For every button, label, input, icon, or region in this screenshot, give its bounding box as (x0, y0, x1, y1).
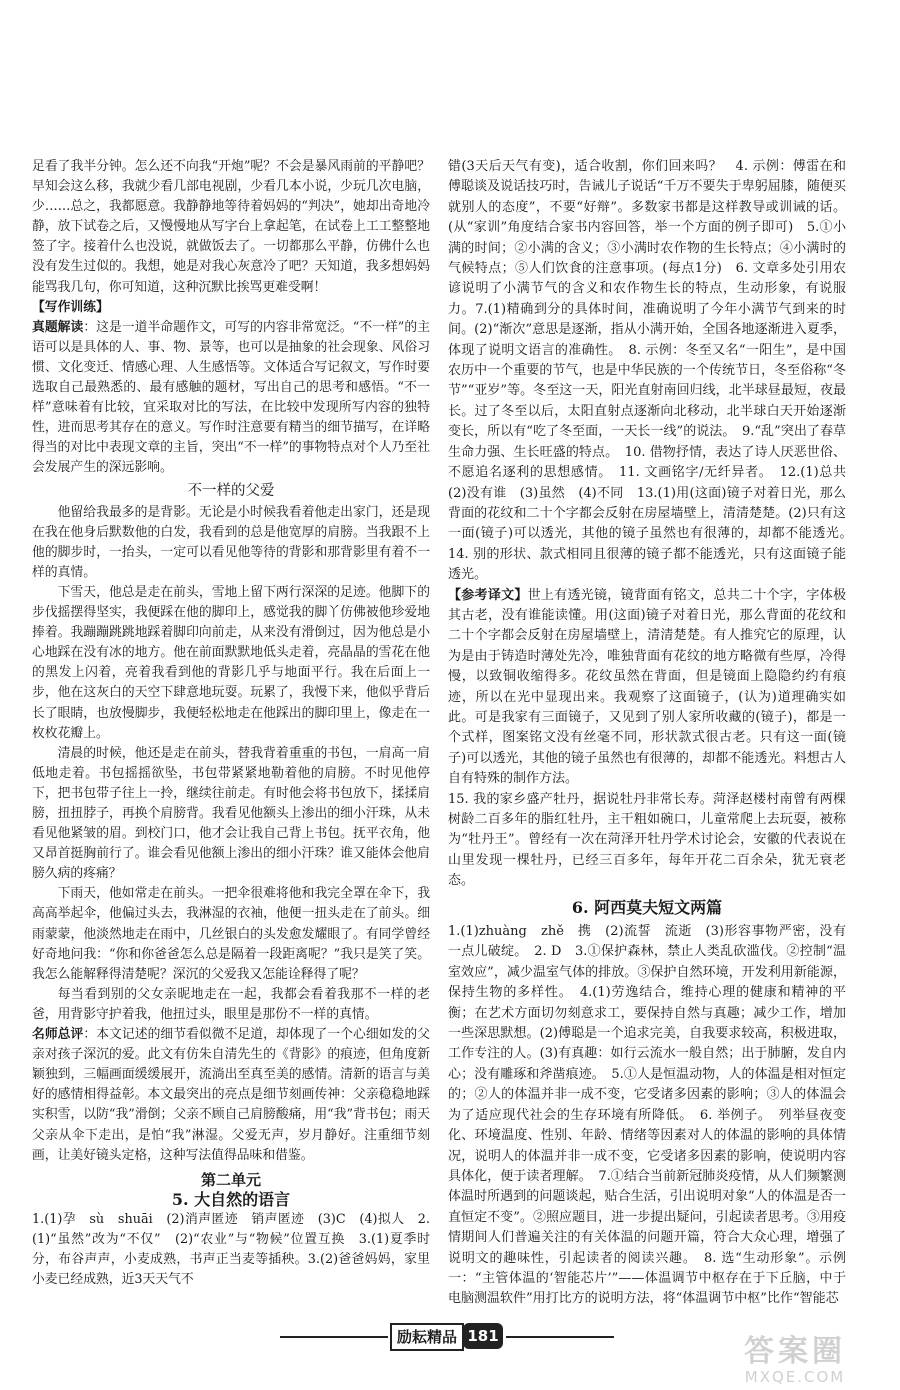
prompt-analysis-text: ：这是一道半命题作文，可写的内容非常宽泛。“不一样”的主语可以是具体的人、事、物、景等，也可以是抽象的社会现象、风俗习惯、文化变迁、情感心理、人生感悟等。文体适合写记叙文，写作时要选取自己最熟悉的、最有感触的题材，写出自己的思考和感悟。“不一样”意味着有比较，宜采取对比的写法，在比较中发现所写内容的独特性，进而思考其存在的意义。写作时注意要有精当的细节描写，在详略得当的对比中表现文章的主旨，突出“不一样”的事物特点对个人乃至社会发展产生的深远影响。 (32, 319, 431, 476)
watermark-url: MXQE.COM (744, 1368, 846, 1386)
right-column (448, 157, 860, 1310)
answer-15: 15. 我的家乡盛产牡丹，据说牡丹非常长寿。菏泽赵楼村南曾有两棵树龄二百多年的脂红牡丹，主干粗如碗口，儿童常爬上去玩耍，被称为“牡丹王”。曾经有一次在菏泽开牡丹学术讨论会，安徽的代表说在山里发现一棵牡丹，已经三百多年，每年开花二百余朵，犹无衰老态。 (448, 791, 846, 889)
unit-title: 第二单元 (200, 1170, 261, 1189)
teacher-comment-tag: 名师总评 (32, 1027, 84, 1043)
prompt-analysis-tag: 真题解读 (32, 319, 84, 335)
essay-paragraph: 他留给我最多的是背影。无论是小时候我看着他走出家门，还是现在我在他身后默数他的白发，我看到的总是他宽厚的肩膀。当我跟不上他的脚步时，一抬头，一定可以看见他等待的背影和那背影里有着不一样的真情。 (32, 504, 430, 580)
teacher-comment-text: ：本文记述的细节看似微不足道，却体现了一个心细如发的父亲对孩子深沉的爱。此文有仿朱自清先生的《背影》的痕迹，但角度新颖独到，三幅画面缓缓展开，流淌出至真至美的感情。清新的语言与美好的感情相得益彰。本文最突出的亮点是细节刻画传神：父亲稳稳地踩实积雪，以防“我”滑倒；父亲不顾自己肩膀酸痛，用“我”背书包；雨天父亲从伞下走出，是怕“我”淋湿。父爱无声，岁月静好。注重细节刻画，让美好镜头定格，这种写法值得品味和借鉴。 (32, 1027, 431, 1163)
essay-paragraph: 下雪天，他总是走在前头，雪地上留下两行深深的足迹。他脚下的步伐摇摆得坚实，我便踩在他的脚印上，感觉我的脚丫仿佛被他珍爱地捧着。我蹦蹦跳跳地踩着脚印向前走，从来没有滑倒过，因为他总是小心地踩在没有冰的地方。他在前面默默地低头走着，亮晶晶的雪花在他的黑发上闪着，亮着我看到他的背影几乎与地面平行。我在后面上一步，他在这灰白的天空下肆意地玩耍。玩累了，我慢下来，他似乎背后长了眼睛，也放慢脚步，我便轻松地走在他踩出的脚印里上，像走在一枚枚花瓣上。 (32, 584, 430, 741)
essay-paragraph: 清晨的时候，他还是走在前头，替我背着重重的书包，一肩高一肩低地走着。书包摇摇欲坠，书包带紧紧地勒着他的肩膀。不时见他停下，把书包带子往上一拎，继续往前走。有时他会将书包放下，揉揉肩膀，扭扭脖子，再换个肩膀背。我看见他额头上渗出的细小汗珠，从未看见他紧皱的眉。到校门口，他才会让我自己背上书包。抚平衣角，他又昂首挺胸前行了。谁会看见他额上渗出的细小汗珠？谁又能体会他肩膀久病的疼痛？ (32, 745, 430, 882)
prompt-analysis (32, 318, 430, 479)
answers-lesson-5: 1.(1)孕 sù shuāi (2)消声匿迹 销声匿迹 (3)C (4)拟人 2.(1)“虽然”改为“不仅” (2)“农业”与“物候”位置互换 3.(1)夏季时分，布谷声声，小麦成熟，书声正当麦等插秧。3.(2)爸爸妈妈，家里小麦已经成熟，近3天天气不 (32, 1211, 430, 1288)
watermark (700, 1335, 890, 1385)
teacher-comment (32, 1025, 430, 1166)
reference-translation (448, 586, 846, 790)
answers-continued: 错(3天后天气有变)，适合收割，你们回来吗？ 4. 示例：傅雷在和傅聪谈及说话技巧时，告诫儿子说话“千万不要失于卑躬屈膝，随便买就别人的态度”，不要“好辩”。多数家书都是这样教导或训诫的话。(从“家训”角度结合家书内容回答，举一个方面的例子即可) 5.①小满的时间；②小满的含义；③小满时农作物的生长特点；④小满时的气候特点；⑤人们饮食的注意事项。(每点1分) 6. 文章多处引用农谚说明了小满节气的含义和农作物生长的特点，生动形象，有说服力。7.(1)精确到分的具体时间，准确说明了今年小满节气到来的时间。(2)“渐次”意思是逐渐，指从小满开始，全国各地逐渐进入夏季，体现了说明文语言的准确性。 8. 示例：冬至又名“一阳生”，是中国农历中一个重要的节气，也是中华民族的一个传统节日，冬至俗称“冬节”“亚岁”等。冬至这一天，阳光直射南回归线，北半球昼最短，夜最长。过了冬至以后，太阳直射点逐渐向北移动，北半球白天开始逐渐变长，所以有“吃了冬至面，一天长一线”的说法。 9.“乱”突出了春草生命力强、生长旺盛的特点。 10. 借物抒情，表达了诗人厌恶世俗、不愿追名逐利的思想感情。 11. 文画铭字/无纤异者。 12.(1)总共 (2)没有谁 (3)虽然 (4)不同 13.(1)用(这面)镜子对着日光，那么背面的花纹和二十个字都会反射在房屋墙壁上，清清楚楚。(2)只有这一面(镜子)可以透光，其他的镜子虽然也有很薄的，却都不能透光。 14. 别的形状、款式相同且很薄的镜子都不能透光，只有这面镜子能透光。 (448, 159, 860, 583)
lesson-title: 5. 大自然的语言 (171, 1189, 291, 1209)
lesson-title: 6. 阿西莫夫短文两篇 (571, 897, 723, 917)
essay-title: 不一样的父爱 (187, 482, 275, 499)
writing-section (32, 298, 430, 318)
reference-translation-text: 世上有透光镜，镜背面有铭文，总共二十个字，字体极其古老，没有谁能读懂。用(这面)镜子对着日光，那么背面的花纹和二十个字都会反射在房屋墙壁上，清清楚楚。有人推究它的原理，认为是由于铸造时薄处先冷，唯独背面有花纹的地方略微有些厚，冷得慢，以致铜收缩得多。花纹虽然在背面，但是镜面上隐隐约约有痕迹，所以在光中显现出来。我观察了这面镜子，(认为)道理确实如此。可是我家有三面镜子，又见到了别人家所收藏的(镜子)，都是一个式样，图案铭文没有丝毫不同，形状款式很古老。只有这一面(镜子)可以透光，其他的镜子虽然也有很薄的，却都不能透光。料想古人自有特殊的制作方法。 (448, 587, 846, 787)
essay-paragraph: 下雨天，他如常走在前头。一把伞很难将他和我完全罩在伞下，我高高举起伞，他偏过头去，我淋湿的衣袖，他便一扭头走在了前头。细雨蒙蒙，他淡然地走在雨中，几丝银白的头发愈发耀眼了。有同学曾经好奇地问我：“你和你爸爸怎么总是隔着一段距离呢？”我只是笑了笑。我怎么能解释得清楚呢？深沉的父爱我又怎能诠释得了呢？ (32, 886, 430, 982)
reference-translation-tag: 【参考译文】 (448, 587, 528, 603)
writing-training-tag: 【写作训练】 (32, 299, 109, 315)
watermark-text: 答案圈 (744, 1334, 846, 1369)
page-number: 181 (463, 1323, 503, 1349)
answers-lesson-6: 1.(1)zhuàng zhě 携 (2)流誓 流逝 (3)形容事物严密，没有一点儿破绽。 2. D 3.①保护森林，禁止人类乱砍滥伐。②控制“温室效应”，减少温室气体的排放。③保护自然环境，开发利用新能源，保持生物的多样性。 4.(1)劳逸结合，维持心理的健康和精神的平衡；在艺术方面切勿刻意求工，要保持自然与真趣；减少工作，增加一些深思默想。(2)傅聪是一个追求完美，自我要求较高，积极进取，工作专注的人。(3)有真趣：如行云流水一般自然；出于肺腑，发自内心；没有雕琢和斧凿痕迹。 5.①人是恒温动物，人的体温是相对恒定的；②人的体温并非一成不变，它受诸多因素的影响；③人的体温会为了适应现代社会的生存环境有所降低。 6. 举例子。 列举昼夜变化、环境温度、性别、年龄、情绪等因素对人的体温的影响的具体情况，说明人的体温并非一成不变，它受诸多因素的影响，使说明内容具体化，便于读者理解。 7.①结合当前新冠肺炎疫情，从人们频繁测体温时所遇到的问题谈起，贴合生活，引出说明对象“人的体温是否一直恒定不变”。②照应题目，进一步提出疑问，引起读者思考。③用疫情期间人们普遍关注的有关体温的问题开篇，符合大众心理，增强了说明文的趣味性，引起读者的阅读兴趣。 8. 选“生动形象”。示例一：“主管体温的‘智能芯片’”——体温调节中枢存在于下丘脑，中于电脑测温软件”用打比方的说明方法，将“体温调节中枢”比作“智能芯 (448, 924, 846, 1307)
brand-logo: 励耘精品 (390, 1323, 464, 1351)
left-column (32, 157, 430, 1290)
story-continuation: 足看了我半分钟。怎么还不向我“开炮”呢？不会是暴风雨前的平静吧？早知会这么移，我就少看几部电视剧，少看几本小说，少玩几次电脑，少……总之，我都愿意。我静静地等待着妈妈的“判决”，她却出奇地冷静，放下试卷之后，又慢慢地从写字台上拿起笔，在试卷上工工整整地签了字。接着什么也没说，就做饭去了。一切都那么平静，仿佛什么也没有发生过似的。我想，她是对我心灰意冷了吧？天知道，我多想妈妈能骂我几句，你可知道，这种沉默比挨骂更难受啊！ (32, 159, 430, 295)
essay-paragraph: 每当看到别的父女亲昵地走在一起，我都会看着我那不一样的老爸，用背影守护着我，他扭过头，眼里是那份不一样的真情。 (32, 986, 430, 1022)
footer-rule (280, 1336, 388, 1338)
footer-rule (506, 1336, 614, 1338)
